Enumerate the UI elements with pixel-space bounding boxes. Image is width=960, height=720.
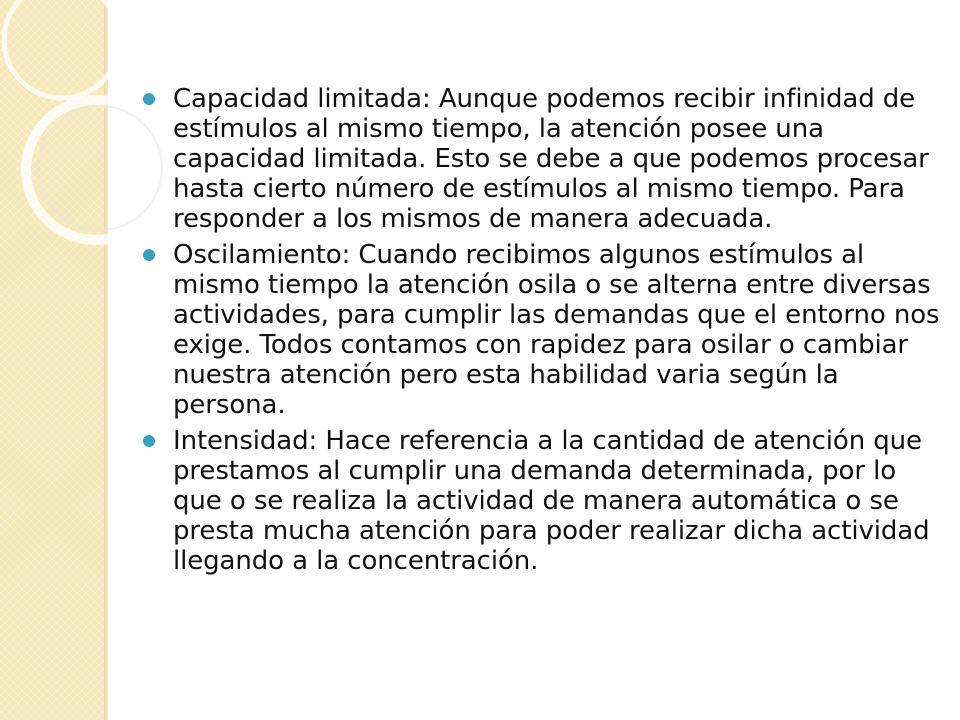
bullet-text: Oscilamiento: Cuando recibimos algunos estímulos al mismo tiempo la atención osila o se alterna entre diversas actividades, para cumplir las demandas que el entorno nos exige. Todos contamos con rapidez para osilar o cambiar nuestra atención pero esta habilidad varia según la persona. [173,240,940,420]
bullet-dot [143,93,155,105]
bullet-item-capacidad-limitada [140,84,948,234]
decorative-circles [0,0,160,320]
bullet-list [140,84,948,576]
bullet-dot [143,249,155,261]
bullet-text: Intensidad: Hace referencia a la cantidad de atención que prestamos al cumplir una demanda determinada, por lo que o se realiza la actividad de manera automática o se presta mucha atención para poder realizar dicha actividad llegando a la concentración. [173,426,930,576]
bullet-dot [143,435,155,447]
decorative-circle-top [4,0,120,98]
bullet-item-intensidad [140,426,948,576]
bullet-item-oscilamiento [140,240,948,420]
slide-content [140,84,948,582]
bullet-text: Capacidad limitada: Aunque podemos recibir infinidad de estímulos al mismo tiempo, la atención posee una capacidad limitada. Esto se debe a que podemos procesar hasta cierto número de estímulos al mismo tiempo. Para responder a los mismos de manera adecuada. [173,84,929,234]
